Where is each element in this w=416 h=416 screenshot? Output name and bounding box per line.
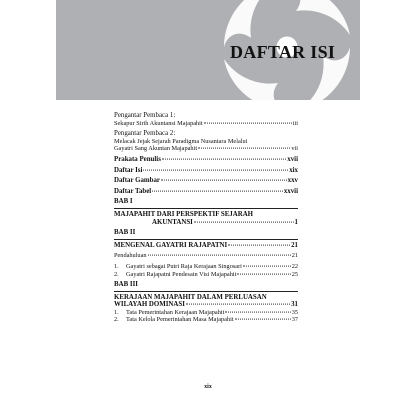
toc-row-subsection[interactable] bbox=[114, 271, 298, 279]
toc-row-subsection[interactable] bbox=[114, 316, 298, 324]
item-number: 1. bbox=[114, 308, 119, 316]
toc-label: Gayatri Sang Akuntan Majapahit bbox=[114, 145, 198, 153]
toc-row-bab-1[interactable] bbox=[114, 219, 298, 227]
dot-leader bbox=[186, 304, 290, 305]
divider bbox=[114, 239, 298, 240]
toc-page: 25 bbox=[291, 270, 298, 278]
toc-page: 31 bbox=[291, 301, 298, 309]
toc-label: Daftar Gambar bbox=[114, 177, 160, 185]
dot-leader bbox=[198, 148, 290, 149]
page-title: DAFTAR ISI bbox=[230, 42, 336, 62]
toc-row-daftar-tabel[interactable] bbox=[114, 188, 298, 196]
toc-row[interactable] bbox=[114, 120, 298, 128]
page-number: xix bbox=[204, 384, 212, 390]
toc-row[interactable] bbox=[114, 145, 298, 153]
chapter-title: WILAYAH DOMINASI bbox=[114, 301, 185, 309]
toc-row-bab-3[interactable] bbox=[114, 301, 298, 309]
item-number: 2. bbox=[114, 270, 119, 278]
dot-leader bbox=[225, 311, 290, 312]
toc-page: iii bbox=[292, 119, 298, 127]
toc-page: 21 bbox=[291, 252, 298, 260]
dot-leader bbox=[204, 122, 292, 123]
toc-label: Gayatri Rajapatni Pendesain Visi Majapahit bbox=[126, 270, 237, 278]
toc-row-daftar-isi[interactable] bbox=[114, 167, 298, 175]
toc-entry-pengantar-1 bbox=[114, 112, 298, 127]
header-band bbox=[56, 0, 360, 100]
toc-page: xix bbox=[289, 166, 298, 174]
dot-leader bbox=[194, 221, 294, 222]
toc-row-bab-2[interactable] bbox=[114, 242, 298, 250]
toc-entry-pengantar-2 bbox=[114, 130, 298, 153]
chapter-label: BAB III bbox=[114, 281, 138, 289]
toc-label: Gayatri sebagai Putri Raja Kerajaan Singosari bbox=[126, 262, 242, 270]
toc-row-daftar-gambar[interactable] bbox=[114, 177, 298, 185]
toc-page: 1 bbox=[294, 218, 298, 226]
dot-leader bbox=[228, 244, 290, 245]
dot-leader bbox=[152, 190, 283, 191]
toc-page: xxv bbox=[287, 177, 298, 185]
dot-leader bbox=[143, 169, 288, 170]
dot-leader bbox=[162, 159, 286, 160]
chapter-title: AKUNTANSI bbox=[152, 218, 193, 226]
divider bbox=[114, 208, 298, 209]
toc-label: Melacak Jejak Sejarah Paradigma Nusantara Melalui bbox=[114, 137, 248, 145]
toc-label: Tata Kelola Pemerintahan Masa Majapahit bbox=[126, 316, 234, 324]
toc-label: Tata Pemerintahan Kerajaan Majapahit bbox=[126, 308, 225, 316]
toc-heading: Pengantar Pembaca 1: bbox=[114, 112, 176, 119]
toc-page: 35 bbox=[291, 308, 298, 316]
toc-label: Sekapur Sirih Akuntansi Majapahit bbox=[114, 119, 203, 127]
toc-label: Daftar Isi bbox=[114, 166, 143, 174]
toc-row-prakata[interactable] bbox=[114, 156, 298, 164]
toc-page: vii bbox=[291, 145, 298, 153]
dot-leader bbox=[243, 266, 291, 267]
toc-row-subsection[interactable] bbox=[114, 263, 298, 271]
table-of-contents bbox=[114, 112, 298, 324]
dot-leader bbox=[237, 273, 290, 274]
dot-leader bbox=[161, 180, 287, 181]
item-number: 1. bbox=[114, 262, 119, 270]
toc-row-subsection[interactable] bbox=[114, 252, 298, 260]
toc-heading: Pengantar Pembaca 2: bbox=[114, 130, 176, 138]
chapter-label: BAB I bbox=[114, 198, 133, 206]
chapter-title: MENGENAL GAYATRI RAJAPATNI bbox=[114, 241, 228, 249]
toc-label: Prakata Penulis bbox=[114, 155, 161, 163]
chapter-title: KERAJAAN MAJAPAHIT DALAM PERLUASAN bbox=[114, 293, 267, 301]
chapter-title: MAJAPAHIT DARI PERSPEKTIF SEJARAH bbox=[114, 210, 254, 218]
divider bbox=[114, 291, 298, 292]
toc-row-subsection[interactable] bbox=[114, 309, 298, 317]
toc-page: 37 bbox=[291, 316, 298, 324]
toc-page: 21 bbox=[291, 241, 298, 249]
item-number: 2. bbox=[114, 316, 119, 324]
toc-page: xvii bbox=[287, 155, 298, 163]
toc-page: 22 bbox=[291, 262, 298, 270]
chapter-label: BAB II bbox=[114, 229, 136, 237]
toc-page: xxvii bbox=[283, 187, 298, 195]
toc-label: Daftar Tabel bbox=[114, 187, 152, 195]
dot-leader bbox=[148, 255, 291, 256]
dot-leader bbox=[235, 319, 291, 320]
toc-label: Pendahuluan bbox=[114, 252, 147, 260]
